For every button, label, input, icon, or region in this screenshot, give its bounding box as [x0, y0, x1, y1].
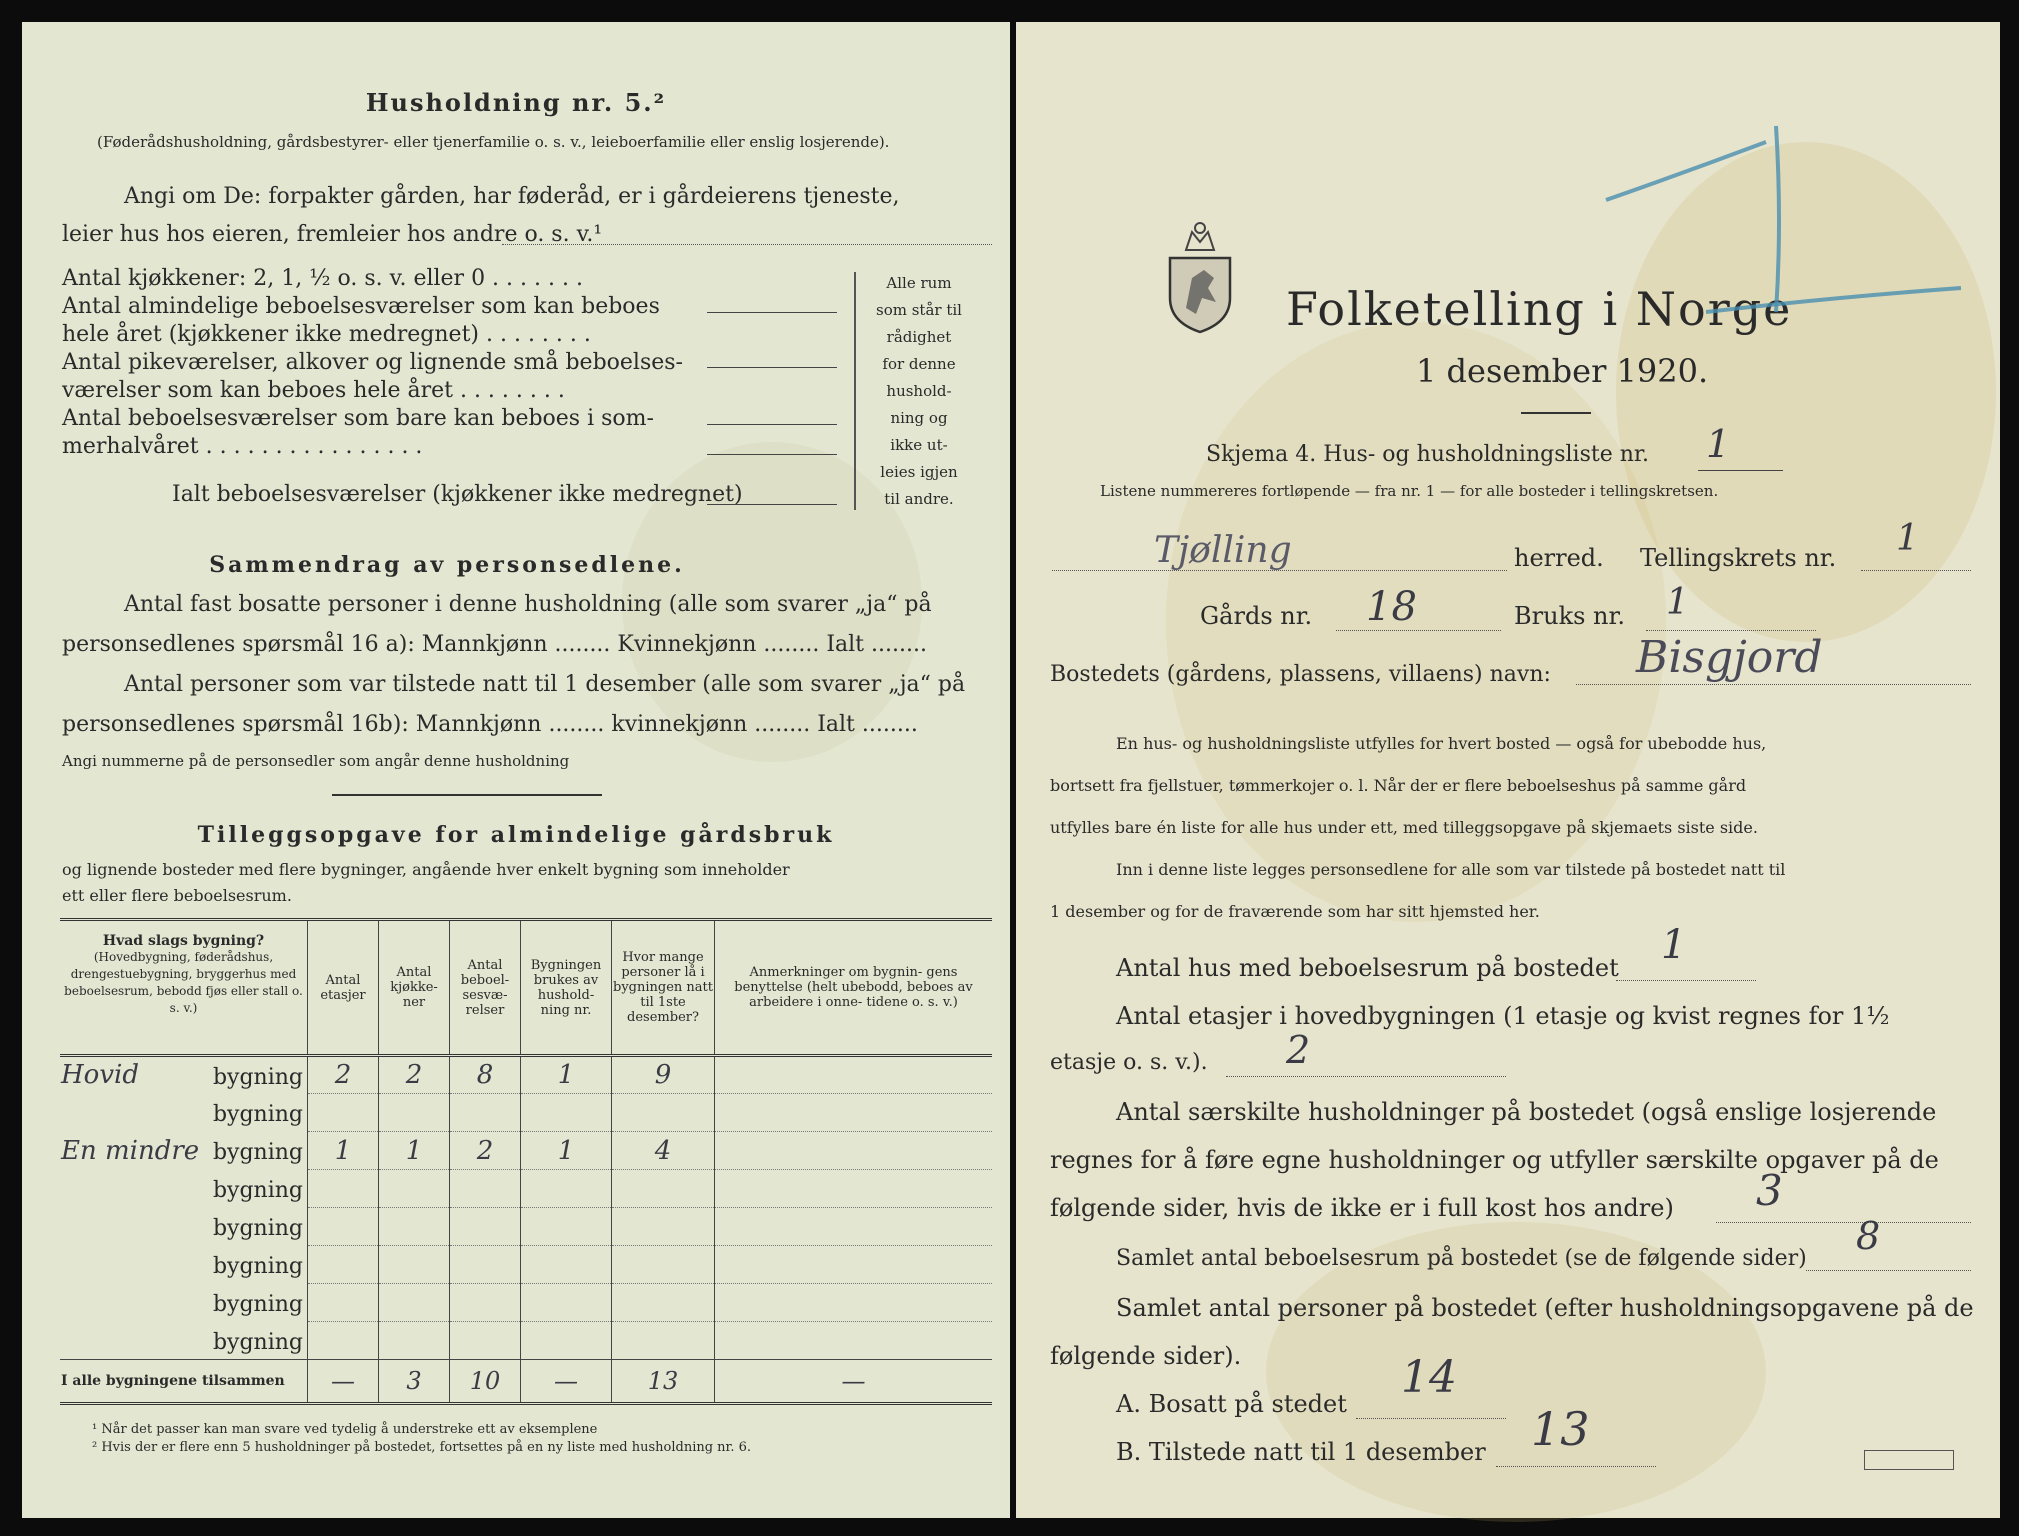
table-cell: [715, 1094, 993, 1132]
summary-title: Sammendrag av personsedlene.: [209, 552, 685, 578]
table-cell: [715, 1246, 993, 1284]
table-cell: [521, 1094, 612, 1132]
table-cell: 1: [308, 1132, 379, 1170]
table-cell: [450, 1284, 521, 1322]
total-remarks: —: [841, 1367, 866, 1395]
table-cell: [379, 1094, 450, 1132]
building-name: Hovid: [61, 1060, 139, 1091]
col-rooms: Antal beboel- sesvæ- relser: [450, 920, 521, 1056]
table-cell: [450, 1246, 521, 1284]
schema-label: Skjema 4. Hus- og husholdningsliste nr.: [1206, 442, 1649, 467]
building-name: En mindre: [61, 1135, 200, 1166]
household-title: Husholdning nr. 5.²: [365, 88, 667, 117]
blue-pencil-mark: [1596, 122, 1976, 352]
building-type-cell: [60, 1056, 308, 1094]
table-cell: [612, 1246, 715, 1284]
table-cell: [612, 1094, 715, 1132]
building-suffix-label: bygning: [212, 1177, 303, 1203]
table-row: [60, 1170, 992, 1208]
table-cell: [308, 1284, 379, 1322]
table-cell: [379, 1246, 450, 1284]
instruction-line-2: bortsett fra fjellstuer, tømmerkojer o. l. Når der er flere beboelseshus på samme gård: [1050, 776, 1747, 795]
households-label-1: Antal særskilte husholdninger på bostedet (også enslige losjerende: [1116, 1098, 1937, 1126]
building-type-cell: [60, 1208, 308, 1246]
resident-value: 14: [1401, 1352, 1457, 1403]
table-cell: [450, 1170, 521, 1208]
supplement-line-1: og lignende bosteder med flere bygninger, angående hver enkelt bygning som inneholder: [62, 860, 790, 879]
herred-value: Tjølling: [1154, 530, 1292, 571]
table-cell: [715, 1208, 993, 1246]
table-cell: 4: [612, 1132, 715, 1170]
table-cell: [715, 1132, 993, 1170]
supplement-line-2: ett eller flere beboelsesrum.: [62, 886, 292, 905]
table-cell: [521, 1284, 612, 1322]
building-suffix-label: bygning: [212, 1139, 303, 1165]
footnote-1: ¹ Når det passer kan man svare ved tydelig å understreke ett av eksemplene: [92, 1422, 598, 1437]
table-cell: [308, 1208, 379, 1246]
gards-value: 18: [1366, 584, 1417, 630]
persons-label-1: Samlet antal personer på bostedet (efter husholdningsopgavene på de: [1116, 1294, 1974, 1322]
left-page: [22, 22, 1010, 1518]
floors-label-1: Antal etasjer i hovedbygningen (1 etasje og kvist regnes for 1½: [1116, 1002, 1890, 1030]
rooms-label-1: Antal almindelige beboelsesværelser som kan beboes: [62, 294, 660, 319]
building-type-cell: [60, 1170, 308, 1208]
building-type-cell: [60, 1246, 308, 1284]
table-cell: [450, 1094, 521, 1132]
bruks-value: 1: [1666, 582, 1689, 623]
instruction-line-1: En hus- og husholdningsliste utfylles for hvert bosted — også for ubebodde hus,: [1116, 734, 1767, 753]
table-cell: 2: [308, 1056, 379, 1094]
households-label-2: regnes for å føre egne husholdninger og utfyller særskilte opgaver på de: [1050, 1146, 1939, 1174]
table-row: [60, 1056, 992, 1094]
supplement-title: Tilleggsopgave for almindelige gårdsbruk: [197, 822, 835, 848]
herred-label: herred.: [1514, 544, 1604, 572]
tellingskrets-value: 1: [1896, 518, 1919, 559]
intro-line-1: Angi om De: forpakter gården, har føderåd, er i gårdeierens tjeneste,: [124, 184, 900, 209]
table-cell: [308, 1246, 379, 1284]
table-cell: [379, 1208, 450, 1246]
table-cell: 2: [450, 1132, 521, 1170]
houses-value: 1: [1661, 922, 1687, 968]
summary-line-3: Antal personer som var tilstede natt til 1 desember (alle som svarer „ja“ på: [124, 672, 966, 697]
bruks-label: Bruks nr.: [1514, 602, 1625, 630]
present-label: B. Tilstede natt til 1 desember: [1116, 1438, 1486, 1466]
table-cell: [521, 1322, 612, 1360]
kitchens-label: Antal kjøkkener: 2, 1, ½ o. s. v. eller 0 . . . . . . .: [62, 266, 583, 291]
building-type-cell: [60, 1322, 308, 1360]
col-floors: Antal etasjer: [308, 920, 379, 1056]
table-cell: [612, 1322, 715, 1360]
total-rooms-label: Samlet antal beboelsesrum på bostedet (se de følgende sider): [1116, 1246, 1807, 1271]
table-cell: [612, 1284, 715, 1322]
table-cell: [612, 1208, 715, 1246]
building-type-cell: [60, 1284, 308, 1322]
table-cell: [450, 1208, 521, 1246]
instruction-line-5: 1 desember og for de fraværende som har sitt hjemsted her.: [1050, 902, 1540, 921]
total-rooms-label: Ialt beboelsesværelser (kjøkkener ikke medregnet): [172, 482, 743, 507]
building-type-cell: [60, 1132, 308, 1170]
summary-line-1: Antal fast bosatte personer i denne husholdning (alle som svarer „ja“ på: [124, 592, 932, 617]
table-cell: 9: [612, 1056, 715, 1094]
households-label-3: følgende sider, hvis de ikke er i full kost hos andre): [1050, 1194, 1674, 1222]
table-cell: 1: [379, 1132, 450, 1170]
building-suffix-label: bygning: [212, 1253, 303, 1279]
intro-line-2: leier hus hos eieren, fremleier hos andre o. s. v.¹: [62, 222, 603, 247]
census-title: Folketelling i Norge: [1286, 282, 1793, 336]
total-floors: —: [308, 1360, 379, 1404]
table-cell: [308, 1094, 379, 1132]
present-value: 13: [1531, 1402, 1590, 1456]
instruction-line-3: utfylles bare én liste for alle hus under ett, med tilleggsopgave på skjemaets siste side.: [1050, 818, 1758, 837]
buildings-table: [60, 918, 992, 1405]
col-building-type: Hvad slags bygning? (Hovedbygning, føderådshus, drengestuebygning, bryggerhus med beboelsesrum, bebodd fjøs eller stall o. s. v.): [60, 920, 308, 1056]
total-rooms: 10: [450, 1360, 521, 1404]
floors-label-2: etasje o. s. v.).: [1050, 1050, 1208, 1075]
table-cell: [308, 1170, 379, 1208]
table-cell: [612, 1170, 715, 1208]
bosted-label: Bostedets (gårdens, plassens, villaens) navn:: [1050, 662, 1551, 687]
total-persons: 13: [612, 1360, 715, 1404]
col-household: Bygningen brukes av hushold- ning nr.: [521, 920, 612, 1056]
small-rooms-label-2: værelser som kan beboes hele året . . . . . . . .: [62, 378, 565, 403]
total-rooms-value: 8: [1856, 1214, 1881, 1258]
gards-label: Gårds nr.: [1200, 602, 1313, 630]
table-cell: [521, 1246, 612, 1284]
table-cell: [379, 1170, 450, 1208]
table-cell: [450, 1322, 521, 1360]
table-cell: 1: [521, 1132, 612, 1170]
households-value: 3: [1756, 1166, 1783, 1215]
right-page: [1016, 22, 2000, 1518]
summer-rooms-label-2: merhalvåret . . . . . . . . . . . . . . . .: [62, 434, 423, 459]
table-cell: [379, 1284, 450, 1322]
bosted-value: Bisgjord: [1636, 632, 1823, 683]
footnote-2: ² Hvis der er flere enn 5 husholdninger på bostedet, fortsettes på en ny liste med husholdning nr. 6.: [92, 1440, 752, 1455]
household-subtitle: (Føderådshusholdning, gårdsbestyrer- eller tjenerfamilie o. s. v., leieboerfamilie eller enslig losjerende).: [97, 133, 890, 151]
summary-line-2: personsedlenes spørsmål 16 a): Mannkjønn ........ Kvinnekjønn ........ Ialt ........: [62, 632, 927, 657]
printer-stamp: [1864, 1450, 1954, 1470]
col-remarks: Anmerkninger om bygnin- gens benyttelse (helt ubebodd, beboes av arbeidere i onne- tidene o. s. v.): [734, 965, 973, 1010]
resident-label: A. Bosatt på stedet: [1116, 1390, 1347, 1418]
building-type-cell: [60, 1094, 308, 1132]
col-kitchens: Antal kjøkke- ner: [379, 920, 450, 1056]
coat-of-arms-icon: [1162, 218, 1238, 336]
small-rooms-label-1: Antal pikeværelser, alkover og lignende små beboelses-: [62, 350, 683, 375]
list-number-value: 1: [1706, 422, 1731, 466]
total-household: —: [521, 1360, 612, 1404]
summary-line-4: personsedlenes spørsmål 16b): Mannkjønn ........ kvinnekjønn ........ Ialt ........: [62, 712, 918, 737]
sidenote: Alle rum som står til rådighet for denne hushold- ning og ikke ut- leies igjen til andre.: [876, 274, 962, 508]
building-suffix-label: bygning: [212, 1101, 303, 1127]
table-cell: [715, 1284, 993, 1322]
table-row: [60, 1322, 992, 1360]
floors-value: 2: [1286, 1028, 1311, 1072]
table-row: [60, 1284, 992, 1322]
building-suffix-label: bygning: [212, 1329, 303, 1355]
persons-label-2: følgende sider).: [1050, 1342, 1242, 1370]
answer-line: [502, 244, 992, 245]
total-kitchens: 3: [379, 1360, 450, 1404]
table-cell: 2: [379, 1056, 450, 1094]
summary-line-5: Angi nummerne på de personsedler som angår denne husholdning: [62, 752, 570, 770]
table-cell: [715, 1170, 993, 1208]
building-suffix-label: bygning: [212, 1215, 303, 1241]
instruction-line-4: Inn i denne liste legges personsedlene for alle som var tilstede på bostedet natt til: [1116, 860, 1786, 879]
summer-rooms-label-1: Antal beboelsesværelser som bare kan beboes i som-: [62, 406, 654, 431]
numbering-note: Listene nummereres fortløpende — fra nr. 1 — for alle bosteder i tellingskretsen.: [1100, 482, 1719, 500]
table-row: [60, 1246, 992, 1284]
building-suffix-label: bygning: [212, 1065, 303, 1090]
sidenote-brace: [854, 272, 856, 510]
building-suffix-label: bygning: [212, 1291, 303, 1317]
table-cell: [521, 1170, 612, 1208]
houses-label: Antal hus med beboelsesrum på bostedet: [1116, 954, 1619, 982]
table-cell: [715, 1056, 993, 1094]
table-row: [60, 1208, 992, 1246]
tellingskrets-label: Tellingskrets nr.: [1640, 544, 1837, 572]
total-row-label: I alle bygningene tilsammen: [60, 1360, 308, 1404]
table-cell: [715, 1322, 993, 1360]
census-date: 1 desember 1920.: [1416, 352, 1709, 390]
col-persons: Hvor mange personer lå i bygningen natt til 1ste desember?: [612, 920, 715, 1056]
table-cell: 1: [521, 1056, 612, 1094]
table-row: [60, 1132, 992, 1170]
table-cell: [521, 1208, 612, 1246]
table-cell: 8: [450, 1056, 521, 1094]
rooms-label-2: hele året (kjøkkener ikke medregnet) . . . . . . . .: [62, 322, 591, 347]
table-row: [60, 1094, 992, 1132]
table-cell: [379, 1322, 450, 1360]
table-cell: [308, 1322, 379, 1360]
